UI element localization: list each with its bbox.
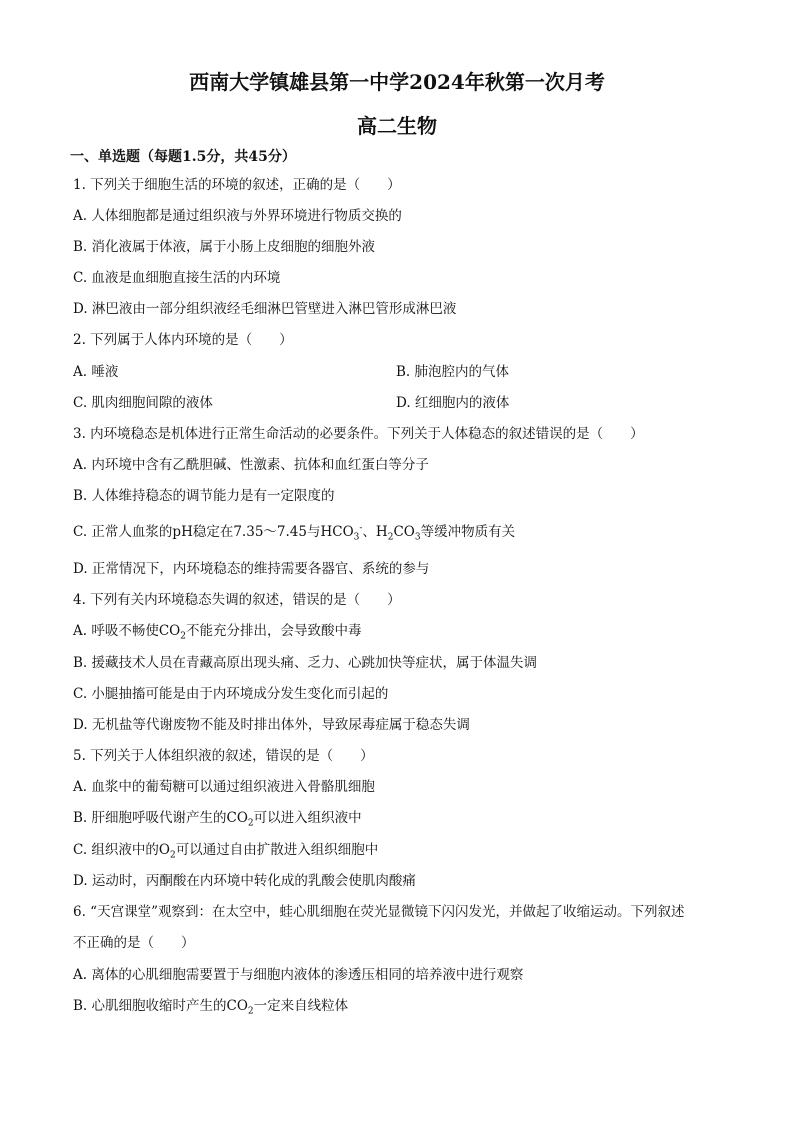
exam-title: 西南大学镇雄县第一中学2024年秋第一次月考: [189, 70, 605, 94]
q5-option-b: B. 肝细胞呼吸代谢产生的$CO_2$可以进入组织液中: [73, 810, 362, 829]
q2-option-a: A. 唾液: [73, 364, 119, 380]
q6-stem-line1: 6. “天宫课堂”观察到：在太空中，蛙心肌细胞在荧光显微镜下闪闪发光，并做起了收缩运动。下列叙述: [73, 904, 685, 920]
q3-option-b: B. 人体维持稳态的调节能力是有一定限度的: [73, 488, 335, 504]
q4-option-b: B. 援藏技术人员在青藏高原出现头痛、乏力、心跳加快等症状，属于体温失调: [73, 655, 538, 671]
q6-option-a: A. 离体的心肌细胞需要置于与细胞内液体的渗透压相同的培养液中进行观察: [73, 967, 524, 983]
q3-option-d: D. 正常情况下，内环境稳态的维持需要各器官、系统的参与: [73, 561, 430, 577]
q6-option-b: B. 心肌细胞收缩时产生的$CO_2$一定来自线粒体: [73, 998, 349, 1017]
q3-option-a: A. 内环境中含有乙酰胆碱、性激素、抗体和血红蛋白等分子: [73, 457, 429, 473]
q1-option-d: D. 淋巴液由一部分组织液经毛细淋巴管壁进入淋巴管形成淋巴液: [73, 301, 457, 317]
q1-option-a: A. 人体细胞都是通过组织液与外界环境进行物质交换的: [73, 208, 402, 224]
q1-stem: 1. 下列关于细胞生活的环境的叙述，正确的是（ ）: [73, 177, 401, 193]
q3-stem: 3. 内环境稳态是机体进行正常生命活动的必要条件。下列关于人体稳态的叙述错误的是（ ）: [73, 426, 644, 442]
q1-option-b: B. 消化液属于体液，属于小肠上皮细胞的细胞外液: [73, 239, 376, 255]
q4-option-d: D. 无机盐等代谢废物不能及时排出体外，导致尿毒症属于稳态失调: [73, 717, 470, 733]
q5-option-c: C. 组织液中的$O_2$可以通过自由扩散进入组织细胞中: [73, 842, 379, 861]
q3-option-c: C. 正常人血浆的pH稳定在7.35～7.45与$HCO_3^-$、$H_2CO_3$等缓冲物质有关: [73, 523, 516, 543]
section-heading: 一、单选题（每题1.5分，共45分）: [70, 149, 296, 165]
q2-stem: 2. 下列属于人体内环境的是（ ）: [73, 332, 293, 348]
q5-option-d: D. 运动时，丙酮酸在内环境中转化成的乳酸会使肌肉酸痛: [73, 873, 416, 889]
q4-stem: 4. 下列有关内环境稳态失调的叙述，错误的是（ ）: [73, 592, 401, 608]
q2-option-d: D. 红细胞内的液体: [396, 395, 510, 411]
q2-option-b: B. 肺泡腔内的气体: [396, 364, 510, 380]
q2-option-c: C. 肌肉细胞间隙的液体: [73, 395, 213, 411]
q5-option-a: A. 血浆中的葡萄糖可以通过组织液进入骨骼肌细胞: [73, 779, 375, 795]
q4-option-c: C. 小腿抽搐可能是由于内环境成分发生变化而引起的: [73, 686, 389, 702]
q1-option-c: C. 血液是血细胞直接生活的内环境: [73, 270, 281, 286]
q6-stem-line2: 不正确的是（ ）: [73, 935, 195, 951]
exam-subtitle: 高二生物: [357, 114, 437, 138]
q5-stem: 5. 下列关于人体组织液的叙述，错误的是（ ）: [73, 748, 374, 764]
q4-option-a: A. 呼吸不畅使$CO_2$不能充分排出，会导致酸中毒: [73, 623, 362, 642]
